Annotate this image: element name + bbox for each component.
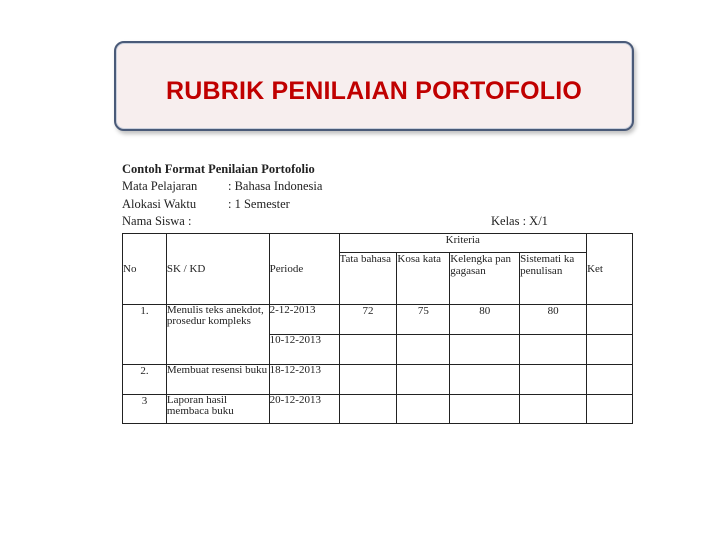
- empty-cell: [450, 335, 520, 365]
- header-ket: Ket: [587, 234, 633, 305]
- header-row-top: [123, 234, 633, 253]
- header-kosa-kata: Kosa kata: [397, 253, 450, 305]
- empty-cell: [397, 335, 450, 365]
- empty-cell: [587, 365, 633, 395]
- row-sk-kd: Laporan hasil membaca buku: [166, 395, 269, 424]
- field-label: Alokasi Waktu: [122, 197, 197, 211]
- header-kriteria: [339, 234, 587, 253]
- empty-cell: [587, 335, 633, 365]
- row-ket: [587, 305, 633, 335]
- row-no: 3: [123, 395, 167, 424]
- header-sk-kd: SK / KD: [166, 234, 269, 305]
- row-periode: 18-12-2013: [269, 365, 339, 395]
- class-label: Kelas : X/1: [491, 214, 548, 228]
- row-sistematika: 80: [520, 305, 587, 335]
- student-name-label: Nama Siswa :: [122, 214, 192, 228]
- table-row: [123, 365, 633, 395]
- table-row: [123, 395, 633, 424]
- header-kelengkapan: Kelengka pan gagasan: [450, 253, 520, 305]
- row-kelengkapan: 80: [450, 305, 520, 335]
- assessment-table: [122, 233, 633, 424]
- row-no: 1.: [123, 305, 167, 365]
- row-kosa-kata: 75: [397, 305, 450, 335]
- header-tata-bahasa: Tata bahasa: [339, 253, 397, 305]
- field-label: Mata Pelajaran: [122, 179, 198, 193]
- document-heading: Contoh Format Penilaian Portofolio: [122, 162, 315, 176]
- header-periode: Periode: [269, 234, 339, 305]
- slide-title: RUBRIK PENILAIAN PORTOFOLIO: [165, 76, 583, 105]
- empty-cell: [339, 335, 397, 365]
- field-mata-pelajaran: [122, 179, 322, 194]
- empty-cell: [520, 365, 587, 395]
- row-periode: 20-12-2013: [269, 395, 339, 424]
- empty-cell: [397, 395, 450, 424]
- table-row: [123, 305, 633, 335]
- empty-cell: [397, 365, 450, 395]
- row-periode: 2-12-2013: [269, 305, 339, 335]
- row-periode: 10-12-2013: [269, 335, 339, 365]
- header-kriteria-label: Kriteria: [445, 234, 480, 246]
- row-sk-kd: Membuat resensi buku: [166, 365, 269, 395]
- header-no: No: [123, 234, 167, 305]
- header-sistematika: Sistemati ka penulisan: [520, 253, 587, 305]
- empty-cell: [450, 365, 520, 395]
- empty-cell: [450, 395, 520, 424]
- empty-cell: [520, 395, 587, 424]
- field-alokasi-waktu: [122, 197, 290, 212]
- row-tata-bahasa: 72: [339, 305, 397, 335]
- empty-cell: [520, 335, 587, 365]
- field-value: : 1 Semester: [228, 197, 290, 211]
- slide-title-box: [114, 41, 634, 131]
- row-no: 2.: [123, 365, 167, 395]
- empty-cell: [339, 365, 397, 395]
- empty-cell: [587, 395, 633, 424]
- row-sk-kd: Menulis teks anekdot, prosedur kompleks: [166, 305, 269, 365]
- empty-cell: [339, 395, 397, 424]
- field-value: : Bahasa Indonesia: [228, 179, 323, 193]
